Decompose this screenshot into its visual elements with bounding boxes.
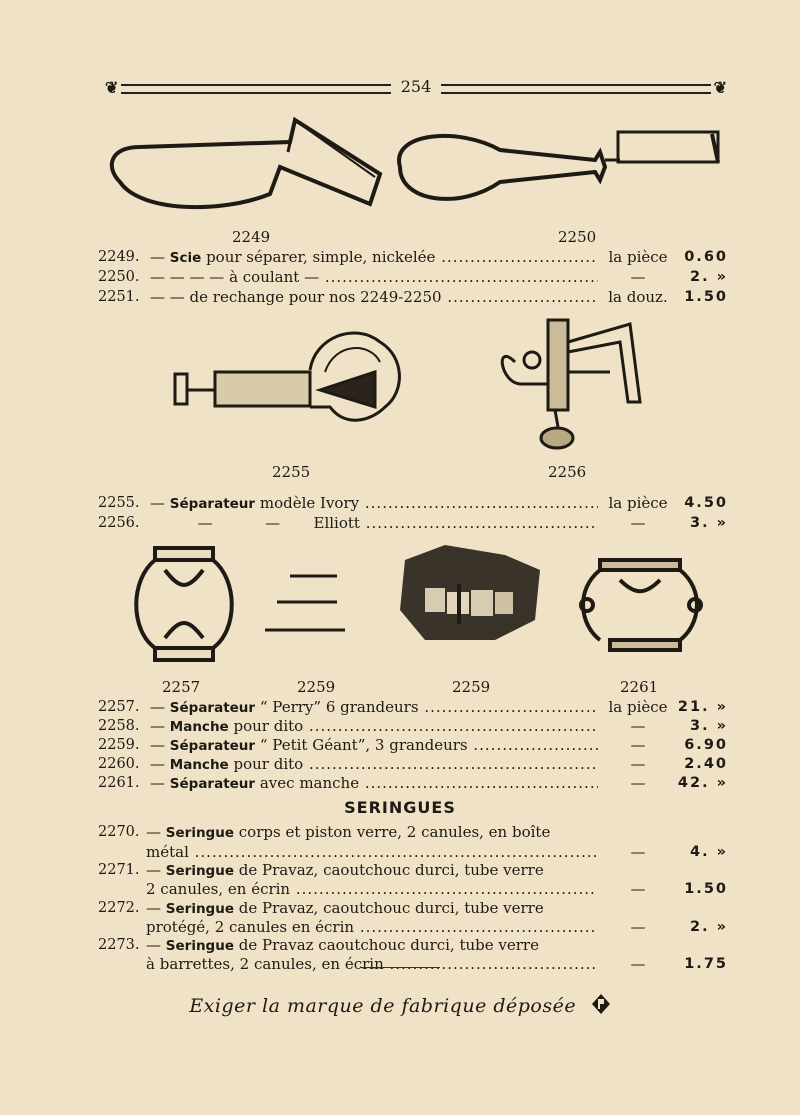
teeth-photo-icon	[400, 545, 540, 640]
list-item-continuation: protégé, 2 canules en écrin ..... — 2. »	[98, 917, 728, 937]
list-item: 2255. — Séparateur modèle Ivory ..... la pièce 4.50	[98, 493, 728, 513]
figure-caption: 2259	[452, 678, 491, 696]
list-item: 2257. — Séparateur “ Perry” 6 grandeurs ..... la pièce 21. »	[98, 697, 728, 717]
figure-caption: 2256	[548, 463, 587, 481]
footer-rule	[360, 967, 440, 968]
page-number: 254	[400, 77, 432, 96]
list-item-continuation: métal ..... — 4. »	[98, 842, 728, 862]
saw-2250-icon	[399, 132, 718, 199]
list-item: 2272. — Seringue de Pravaz, caoutchouc durci, tube verre	[98, 899, 544, 917]
list-item: 2273. — Seringue de Pravaz caoutchouc durci, tube verre	[98, 936, 539, 954]
figure-caption: 2261	[620, 678, 659, 696]
figure-caption: 2249	[232, 228, 271, 246]
trademark-logo-icon	[591, 993, 611, 1020]
list-item: 2249. — Scie pour séparer, simple, nickelée ..... la pièce 0.60	[98, 247, 728, 267]
list-item-continuation: à barrettes, 2 canules, en écrin ..... — 1.75	[98, 954, 728, 974]
separator-illustrations	[170, 312, 670, 460]
separator-set-illustrations	[125, 540, 725, 670]
figure-caption: 2259	[297, 678, 336, 696]
list-item-continuation: 2 canules, en écrin ..... — 1.50	[98, 879, 728, 899]
list-item: 2270. — Seringue corps et piston verre, 2 canules, en boîte	[98, 823, 551, 841]
separator-ivory-icon	[175, 333, 399, 420]
section-title: SERINGUES	[344, 798, 456, 817]
footer	[0, 993, 800, 1020]
separator-perry-icon	[136, 548, 232, 660]
list-item: 2256. — — Elliott ..... — 3. »	[98, 513, 728, 533]
saw-2249-icon	[112, 120, 380, 207]
separator-with-screws-icon	[581, 560, 701, 650]
separator-elliott-icon	[502, 320, 640, 448]
page-header	[105, 78, 727, 100]
ornament-right-icon: ❦	[713, 78, 727, 97]
saw-illustrations	[100, 112, 740, 222]
list-item: 2260. — Manche pour dito ..... — 2.40	[98, 754, 728, 774]
list-item: 2250. — — — — à coulant — ..... — 2. »	[98, 267, 728, 287]
handle-icon	[265, 576, 345, 630]
list-item: 2271. — Seringue de Pravaz, caoutchouc durci, tube verre	[98, 861, 544, 879]
ornament-left-icon: ❦	[105, 78, 119, 97]
list-item: 2251. — — de rechange pour nos 2249-2250 ..... la douz. 1.50	[98, 287, 728, 307]
list-item: 2261. — Séparateur avec manche ..... — 42. »	[98, 773, 728, 793]
figure-caption: 2250	[558, 228, 597, 246]
footer-text: Exiger la marque de fabrique déposée	[189, 995, 577, 1017]
list-item: 2258. — Manche pour dito ..... — 3. »	[98, 716, 728, 736]
figure-caption: 2257	[162, 678, 201, 696]
figure-caption: 2255	[272, 463, 311, 481]
list-item: 2259. — Séparateur “ Petit Géant”, 3 grandeurs ..... — 6.90	[98, 735, 728, 755]
header-rule-right	[441, 84, 711, 94]
